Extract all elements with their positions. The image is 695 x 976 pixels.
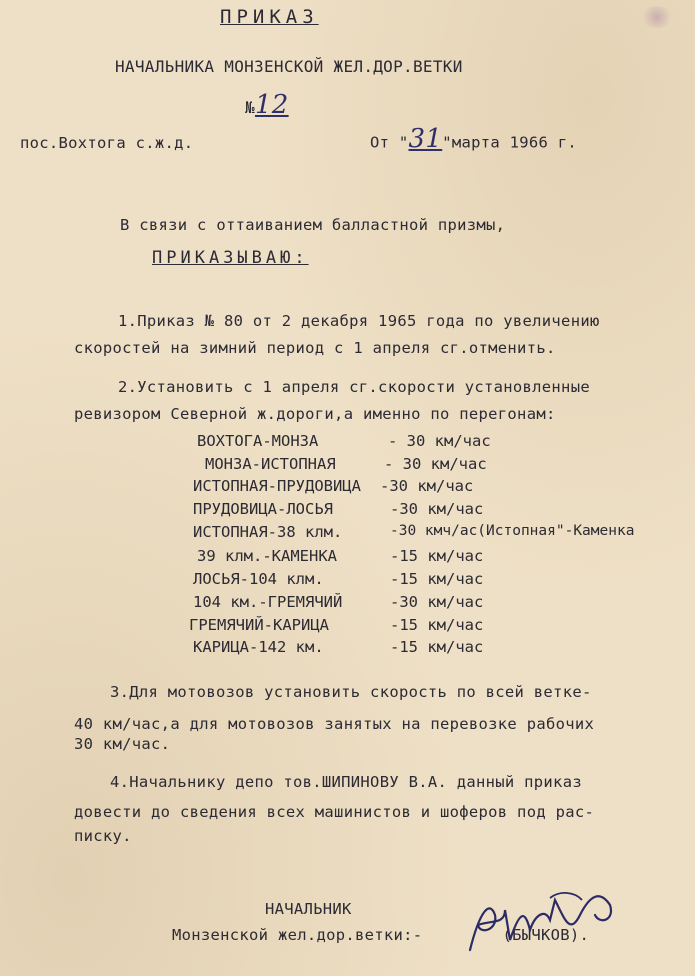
paragraph-1-line-1: 1.Приказ № 80 от 2 декабря 1965 года по увеличению xyxy=(118,312,600,330)
paragraph-3-line-3: 30 км/час. xyxy=(74,735,171,753)
speed-value: -15 км/час xyxy=(390,616,484,634)
speed-value: - 30 км/час xyxy=(384,455,487,473)
speed-value: -30 км/час xyxy=(390,500,484,518)
speed-segment: ИСТОПНАЯ-38 клм. xyxy=(193,523,343,541)
paragraph-4-line-3: писку. xyxy=(74,827,132,845)
speed-segment: КАРИЦА-142 км. xyxy=(193,638,324,656)
speed-value: -30 км/час xyxy=(380,477,474,495)
number-prefix: № xyxy=(245,98,255,117)
speed-value: -15 км/час xyxy=(390,547,484,565)
handwritten-signature xyxy=(450,880,640,960)
speed-segment: ИСТОПНАЯ-ПРУДОВИЦА xyxy=(193,477,361,495)
speed-segment: 104 км.-ГРЕМЯЧИЙ xyxy=(193,593,343,611)
speed-segment: ВОХТОГА-МОНЗА xyxy=(197,432,319,450)
paragraph-1-line-2: скоростей на зимний период с 1 апреля сг.отменить. xyxy=(74,339,556,357)
date-line xyxy=(370,124,577,154)
date-prefix: От " xyxy=(370,133,409,152)
signature-name: (БЫЧКОВ). xyxy=(502,926,590,944)
paragraph-2-line-2: ревизором Северной ж.дороги,а именно по перегонам: xyxy=(74,405,556,423)
speed-segment: ПРУДОВИЦА-ЛОСЬЯ xyxy=(193,500,333,518)
speed-segment: МОНЗА-ИСТОПНАЯ xyxy=(205,455,336,473)
document-title: ПРИКАЗ xyxy=(220,6,319,28)
date-suffix: "марта 1966 г. xyxy=(442,133,578,152)
paragraph-2-line-1: 2.Установить с 1 апреля сг.скорости установленные xyxy=(118,378,590,396)
speed-value: -15 км/час xyxy=(390,638,484,656)
speed-segment: ЛОСЬЯ-104 клм. xyxy=(193,570,324,588)
signature-title: НАЧАЛЬНИК xyxy=(265,900,352,918)
speed-value: -30 км/час xyxy=(390,593,484,611)
speed-segment: 39 клм.-КАМЕНКА xyxy=(197,547,337,565)
speed-value: -30 кмч/ас(Истопная"-Каменка xyxy=(390,523,635,539)
place-line: пос.Вохтога с.ж.д. xyxy=(20,134,194,152)
ink-stain xyxy=(640,6,674,28)
speed-value: -15 км/час xyxy=(390,570,484,588)
speed-segment: ГРЕМЯЧИЙ-КАРИЦА xyxy=(189,616,329,634)
paragraph-4-line-2: довести до сведения всех машинистов и шоферов под рас- xyxy=(74,803,595,821)
date-day-handwritten: 31 xyxy=(408,124,443,154)
document-subtitle: НАЧАЛЬНИКА МОНЗЕНСКОЙ ЖЕЛ.ДОР.ВЕТКИ xyxy=(115,57,463,76)
paragraph-3-line-1: 3.Для мотовозов установить скорость по всей ветке- xyxy=(110,683,592,701)
paragraph-4-line-1: 4.Начальнику депо тов.ШИПИНОВУ В.А. данный приказ xyxy=(110,773,582,791)
intro-text: В связи с оттаиванием балластной призмы, xyxy=(120,216,506,234)
paragraph-3-line-2: 40 км/час,а для мотовозов занятых на перевозке рабочих xyxy=(74,715,595,733)
speed-value: - 30 км/час xyxy=(388,432,491,450)
number-handwritten: 12 xyxy=(254,90,289,120)
signature-org: Монзенской жел.дор.ветки:- xyxy=(172,926,423,944)
order-word: ПРИКАЗЫВАЮ: xyxy=(152,248,309,268)
order-number xyxy=(245,90,289,120)
